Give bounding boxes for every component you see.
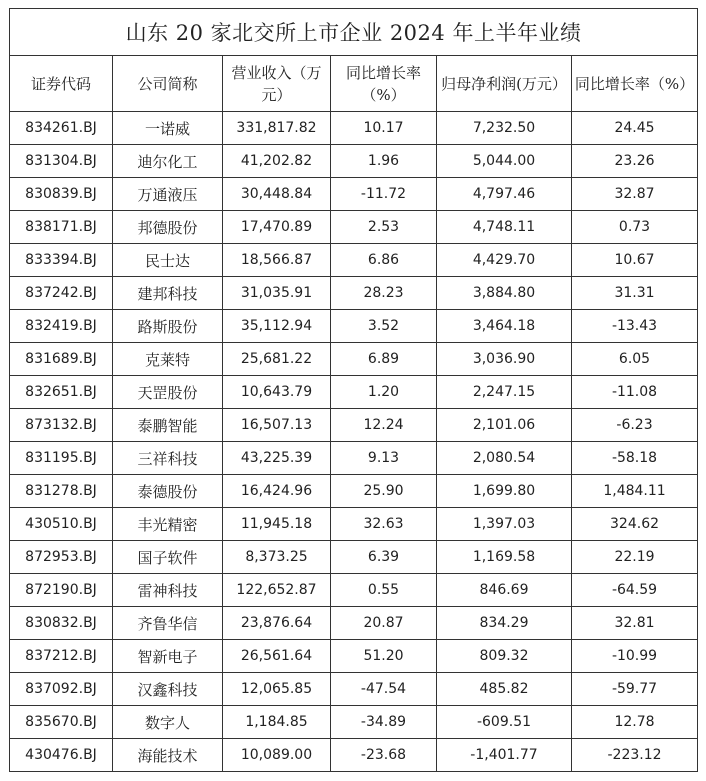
cell-profit: -1,401.77 — [437, 739, 572, 772]
cell-code: 831278.BJ — [10, 475, 113, 508]
cell-name: 路斯股份 — [113, 310, 223, 343]
cell-revenue: 26,561.64 — [223, 640, 331, 673]
cell-profit-growth: 12.78 — [572, 706, 698, 739]
cell-name: 民士达 — [113, 244, 223, 277]
cell-code: 430510.BJ — [10, 508, 113, 541]
table-row — [10, 541, 698, 574]
cell-profit: 3,036.90 — [437, 343, 572, 376]
cell-code: 835670.BJ — [10, 706, 113, 739]
cell-revenue: 122,652.87 — [223, 574, 331, 607]
cell-revenue: 1,184.85 — [223, 706, 331, 739]
cell-name: 数字人 — [113, 706, 223, 739]
cell-name: 丰光精密 — [113, 508, 223, 541]
cell-profit: 1,397.03 — [437, 508, 572, 541]
cell-revenue-growth: -23.68 — [331, 739, 437, 772]
table-row — [10, 343, 698, 376]
cell-name: 克莱特 — [113, 343, 223, 376]
cell-revenue-growth: 1.96 — [331, 145, 437, 178]
cell-revenue-growth: 12.24 — [331, 409, 437, 442]
cell-revenue-growth: 3.52 — [331, 310, 437, 343]
cell-code: 872190.BJ — [10, 574, 113, 607]
cell-profit: 4,748.11 — [437, 211, 572, 244]
cell-name: 万通液压 — [113, 178, 223, 211]
cell-revenue-growth: 28.23 — [331, 277, 437, 310]
cell-profit-growth: 32.81 — [572, 607, 698, 640]
cell-profit: 834.29 — [437, 607, 572, 640]
cell-profit-growth: 24.45 — [572, 112, 698, 145]
cell-revenue: 25,681.22 — [223, 343, 331, 376]
table-row — [10, 574, 698, 607]
cell-revenue-growth: 0.55 — [331, 574, 437, 607]
performance-table — [9, 8, 698, 772]
cell-name: 三祥科技 — [113, 442, 223, 475]
cell-revenue-growth: -47.54 — [331, 673, 437, 706]
cell-revenue-growth: 20.87 — [331, 607, 437, 640]
cell-revenue-growth: 9.13 — [331, 442, 437, 475]
cell-code: 838171.BJ — [10, 211, 113, 244]
cell-code: 831195.BJ — [10, 442, 113, 475]
cell-profit-growth: 22.19 — [572, 541, 698, 574]
cell-code: 833394.BJ — [10, 244, 113, 277]
cell-profit: 2,101.06 — [437, 409, 572, 442]
cell-code: 430476.BJ — [10, 739, 113, 772]
cell-code: 872953.BJ — [10, 541, 113, 574]
cell-code: 831304.BJ — [10, 145, 113, 178]
cell-profit-growth: 0.73 — [572, 211, 698, 244]
cell-profit-growth: 23.26 — [572, 145, 698, 178]
table-row — [10, 706, 698, 739]
cell-profit: 1,699.80 — [437, 475, 572, 508]
header-revenue: 营业收入（万元） — [223, 56, 331, 112]
title-row — [10, 9, 698, 56]
cell-revenue-growth: -34.89 — [331, 706, 437, 739]
cell-revenue-growth: 1.20 — [331, 376, 437, 409]
cell-revenue: 31,035.91 — [223, 277, 331, 310]
cell-profit: 2,247.15 — [437, 376, 572, 409]
cell-revenue: 11,945.18 — [223, 508, 331, 541]
cell-profit: 5,044.00 — [437, 145, 572, 178]
cell-name: 雷神科技 — [113, 574, 223, 607]
cell-code: 837212.BJ — [10, 640, 113, 673]
cell-revenue: 16,507.13 — [223, 409, 331, 442]
table-row — [10, 178, 698, 211]
cell-name: 汉鑫科技 — [113, 673, 223, 706]
cell-revenue-growth: -11.72 — [331, 178, 437, 211]
cell-revenue: 35,112.94 — [223, 310, 331, 343]
table-row — [10, 475, 698, 508]
cell-revenue-growth: 25.90 — [331, 475, 437, 508]
cell-name: 泰德股份 — [113, 475, 223, 508]
cell-revenue: 10,089.00 — [223, 739, 331, 772]
cell-profit: 485.82 — [437, 673, 572, 706]
cell-profit: 809.32 — [437, 640, 572, 673]
table-row — [10, 607, 698, 640]
table-body — [10, 112, 698, 772]
cell-revenue: 18,566.87 — [223, 244, 331, 277]
cell-revenue-growth: 32.63 — [331, 508, 437, 541]
header-profit: 归母净利润(万元） — [437, 56, 572, 112]
table-row — [10, 112, 698, 145]
cell-code: 873132.BJ — [10, 409, 113, 442]
cell-profit-growth: -10.99 — [572, 640, 698, 673]
table-row — [10, 211, 698, 244]
header-profit-growth: 同比增长率（%） — [572, 56, 698, 112]
table-row — [10, 442, 698, 475]
cell-profit-growth: 31.31 — [572, 277, 698, 310]
cell-profit-growth: -223.12 — [572, 739, 698, 772]
cell-profit-growth: 1,484.11 — [572, 475, 698, 508]
cell-code: 832651.BJ — [10, 376, 113, 409]
table-row — [10, 508, 698, 541]
cell-revenue: 17,470.89 — [223, 211, 331, 244]
cell-revenue: 12,065.85 — [223, 673, 331, 706]
table-row — [10, 640, 698, 673]
table-row — [10, 673, 698, 706]
cell-revenue: 43,225.39 — [223, 442, 331, 475]
cell-name: 齐鲁华信 — [113, 607, 223, 640]
cell-name: 迪尔化工 — [113, 145, 223, 178]
cell-profit: 4,797.46 — [437, 178, 572, 211]
table-title: 山东 20 家北交所上市企业 2024 年上半年业绩 — [10, 9, 698, 56]
cell-profit: 3,464.18 — [437, 310, 572, 343]
cell-name: 泰鹏智能 — [113, 409, 223, 442]
cell-code: 831689.BJ — [10, 343, 113, 376]
cell-profit-growth: -11.08 — [572, 376, 698, 409]
cell-code: 837092.BJ — [10, 673, 113, 706]
cell-name: 国子软件 — [113, 541, 223, 574]
cell-revenue: 331,817.82 — [223, 112, 331, 145]
cell-profit-growth: -58.18 — [572, 442, 698, 475]
cell-profit-growth: 6.05 — [572, 343, 698, 376]
cell-revenue-growth: 6.86 — [331, 244, 437, 277]
table-row — [10, 739, 698, 772]
table-row — [10, 310, 698, 343]
table-row — [10, 244, 698, 277]
cell-profit: 2,080.54 — [437, 442, 572, 475]
table-row — [10, 409, 698, 442]
table-row — [10, 277, 698, 310]
cell-revenue: 10,643.79 — [223, 376, 331, 409]
cell-profit-growth: -59.77 — [572, 673, 698, 706]
cell-code: 830832.BJ — [10, 607, 113, 640]
cell-revenue-growth: 51.20 — [331, 640, 437, 673]
table-row — [10, 376, 698, 409]
cell-code: 834261.BJ — [10, 112, 113, 145]
cell-name: 一诺威 — [113, 112, 223, 145]
cell-revenue: 30,448.84 — [223, 178, 331, 211]
header-revenue-growth: 同比增长率（%） — [331, 56, 437, 112]
performance-table-container — [9, 8, 697, 772]
table-row — [10, 145, 698, 178]
header-name: 公司简称 — [113, 56, 223, 112]
cell-revenue-growth: 6.39 — [331, 541, 437, 574]
header-row — [10, 56, 698, 112]
cell-name: 邦德股份 — [113, 211, 223, 244]
cell-revenue-growth: 2.53 — [331, 211, 437, 244]
cell-profit-growth: 10.67 — [572, 244, 698, 277]
cell-name: 海能技术 — [113, 739, 223, 772]
cell-profit: 3,884.80 — [437, 277, 572, 310]
cell-name: 智新电子 — [113, 640, 223, 673]
cell-code: 832419.BJ — [10, 310, 113, 343]
cell-profit: 1,169.58 — [437, 541, 572, 574]
header-code: 证券代码 — [10, 56, 113, 112]
cell-profit: 846.69 — [437, 574, 572, 607]
cell-revenue-growth: 10.17 — [331, 112, 437, 145]
cell-code: 830839.BJ — [10, 178, 113, 211]
cell-profit-growth: -13.43 — [572, 310, 698, 343]
cell-revenue: 23,876.64 — [223, 607, 331, 640]
cell-name: 天罡股份 — [113, 376, 223, 409]
cell-revenue-growth: 6.89 — [331, 343, 437, 376]
cell-revenue: 16,424.96 — [223, 475, 331, 508]
cell-code: 837242.BJ — [10, 277, 113, 310]
cell-revenue: 8,373.25 — [223, 541, 331, 574]
cell-profit-growth: -6.23 — [572, 409, 698, 442]
cell-profit: -609.51 — [437, 706, 572, 739]
cell-revenue: 41,202.82 — [223, 145, 331, 178]
cell-profit-growth: 324.62 — [572, 508, 698, 541]
cell-profit-growth: 32.87 — [572, 178, 698, 211]
cell-name: 建邦科技 — [113, 277, 223, 310]
cell-profit: 4,429.70 — [437, 244, 572, 277]
cell-profit-growth: -64.59 — [572, 574, 698, 607]
cell-profit: 7,232.50 — [437, 112, 572, 145]
